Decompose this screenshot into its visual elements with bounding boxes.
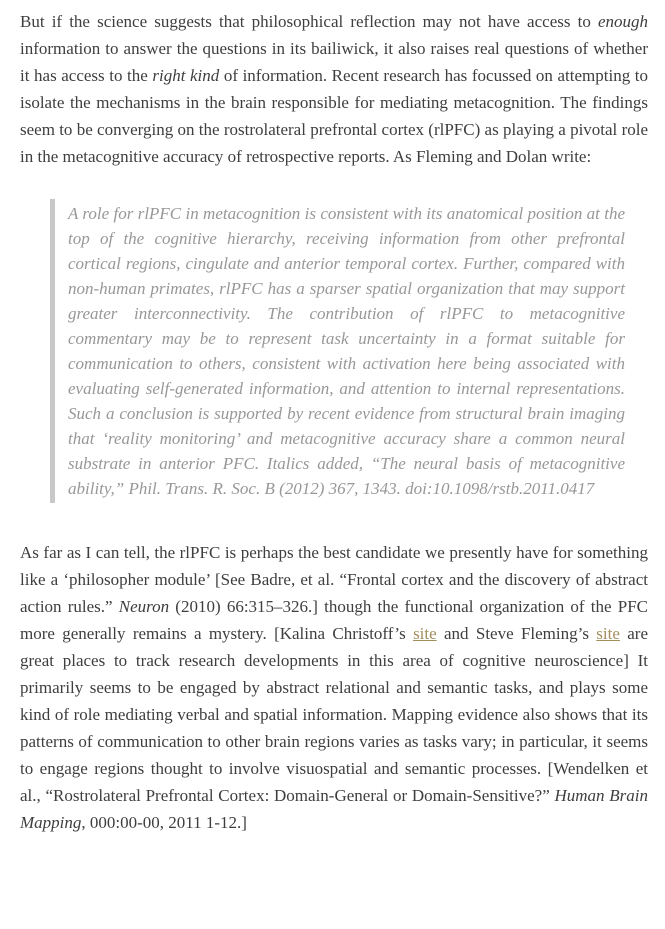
text-run: and Steve Fleming’s [436,624,597,643]
kalina-christoff-site-link[interactable]: site [413,624,437,643]
steve-fleming-site-link[interactable]: site [596,624,620,643]
text-run: (2010) 66:315–326.] though the functional organization of the PFC more generally remains a mystery. [Kalina Christoff’s [20,597,648,643]
text-run: of information. Recent research has focussed on attempting to isolate the mechanisms in the brain responsible for mediating metacognition. The findings seem to be converging on the rostrolateral prefrontal cortex (rlPFC) as playing a pivotal role in the metacognitive accuracy of retrospective reports. As Fleming and Dolan write: [20,66,648,166]
italic-text-enough: enough [597,12,648,31]
paragraph-discussion [20,539,648,836]
italic-text-right-kind: right kind [152,66,220,85]
text-run: As far as I can tell, the rlPFC is perhaps the best candidate we presently have for something like a ‘philosopher module’ [See Badre, et al. “Frontal cortex and the discovery of abstract action rules.” [20,543,648,616]
text-run: But if the science suggests that philosophical reflection may not have access to [20,12,598,31]
blockquote-fleming-dolan [50,199,625,503]
italic-text-human-brain-mapping: Human Brain Mapping [20,786,648,832]
paragraph-intro [20,8,648,170]
quote-text: A role for rlPFC in metacognition is consistent with its anatomical position at the top of the cognitive hierarchy, receiving information from other prefrontal cortical regions, cingulate and anterior temporal cortex. Further, compared with non-human primates, rlPFC has a sparser spatial organization that may support greater interconnectivity. The contribution of rlPFC to metacognitive commentary may be to represent task uncertainty in a format suitable for communication to others, consistent with activation here being associated with evaluating self-generated information, and attention to internal representations. Such a conclusion is supported by recent evidence from structural brain imaging that ‘reality monitoring’ and metacognitive accuracy share a common neural substrate in anterior PFC. Italics added, “The neural basis of metacognitive ability,” Phil. Trans. R. Soc. B (2012) 367, 1343. doi:10.1098/rstb.2011.0417 [68,204,625,498]
italic-text-neuron: Neuron [118,597,170,616]
text-run: , 000:00-00, 2011 1-12.] [81,813,247,832]
text-run: information to answer the questions in its bailiwick, it also raises real questions of whether it has access to the [20,39,648,85]
text-run: are great places to track research developments in this area of cognitive neuroscience] It primarily seems to be engaged by abstract relational and semantic tasks, and plays some kind of role mediating verbal and spatial information. Mapping evidence also shows that its patterns of communication to other brain regions varies as tasks vary; in particular, it seems to engage regions thought to involve visuospatial and semantic processes. [Wendelken et al., “Rostrolateral Prefrontal Cortex: Domain-General or Domain-Sensitive?” [20,624,648,805]
